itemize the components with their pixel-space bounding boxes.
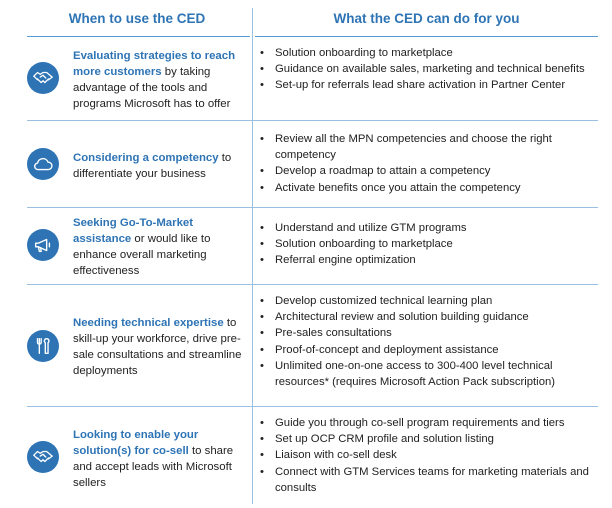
row-divider [27, 120, 598, 121]
list-item: • Review all the MPN competencies and choose the right competency [258, 131, 598, 163]
column-divider [252, 8, 253, 504]
scenario-emphasis: Evaluating strategies to reach more customers [73, 50, 236, 78]
list-item: • Guidance on available sales, marketing and technical benefits [258, 61, 598, 77]
scenario-emphasis: Looking to enable your solution(s) for co-sell [73, 429, 199, 457]
scenario-rest: by taking advantage of the tools and programs Microsoft has to offer [73, 66, 231, 110]
list-item: • Architectural review and solution building guidance [258, 309, 598, 325]
scenario-rest: to skill-up your workforce, drive pre-sale consultations and streamline deployments [73, 317, 242, 377]
scenario-emphasis: Considering a competency [73, 152, 219, 164]
scenario-text [73, 48, 248, 112]
scenario-rest: to share and accept leads with Microsoft sellers [73, 445, 234, 489]
list-item: • Set-up for referrals lead share activation in Partner Center [258, 77, 598, 93]
list-item: • Pre-sales consultations [258, 325, 598, 341]
handshake-icon [27, 62, 59, 94]
column-header-what: What the CED can do for you [333, 10, 520, 26]
list-item: • Unlimited one-on-one access to 300-400 level technical resources* (requires Microsoft Action Pack subscription) [258, 358, 598, 390]
row-divider [27, 207, 598, 208]
list-item: • Connect with GTM Services teams for marketing materials and consults [258, 464, 598, 496]
row-divider [27, 284, 598, 285]
scenario-emphasis: Seeking Go-To-Market assistance [73, 217, 194, 245]
header-divider [255, 36, 598, 37]
megaphone-icon [27, 229, 59, 261]
scenario-text [73, 150, 248, 182]
list-item: • Develop customized technical learning plan [258, 293, 598, 309]
list-item: • Activate benefits once you attain the competency [258, 180, 598, 196]
list-item: • Understand and utilize GTM programs [258, 220, 598, 236]
scenario-rest: to differentiate your business [73, 152, 232, 180]
benefits-list [258, 415, 598, 496]
scenario-text [73, 215, 248, 279]
row-divider [27, 406, 598, 407]
list-item: • Solution onboarding to marketplace [258, 236, 598, 252]
scenario-text [73, 427, 248, 491]
header-divider [27, 36, 250, 37]
scenario-emphasis: Needing technical expertise [73, 317, 224, 329]
list-item: • Set up OCP CRM profile and solution listing [258, 431, 598, 447]
tools-icon [27, 330, 59, 362]
column-header-when: When to use the CED [68, 10, 206, 26]
benefits-list [258, 293, 598, 390]
benefits-list [258, 220, 598, 269]
cloud-icon [27, 148, 59, 180]
list-item: • Liaison with co-sell desk [258, 447, 598, 463]
list-item: • Develop a roadmap to attain a competency [258, 163, 598, 179]
list-item: • Solution onboarding to marketplace [258, 45, 598, 61]
benefits-list [258, 131, 598, 196]
scenario-text [73, 315, 248, 379]
handshake-icon [27, 441, 59, 473]
list-item: • Proof-of-concept and deployment assistance [258, 342, 598, 358]
list-item: • Referral engine optimization [258, 252, 598, 268]
list-item: • Guide you through co-sell program requirements and tiers [258, 415, 598, 431]
benefits-list [258, 45, 598, 94]
scenario-rest: or would like to enhance overall marketing effectiveness [73, 233, 211, 277]
